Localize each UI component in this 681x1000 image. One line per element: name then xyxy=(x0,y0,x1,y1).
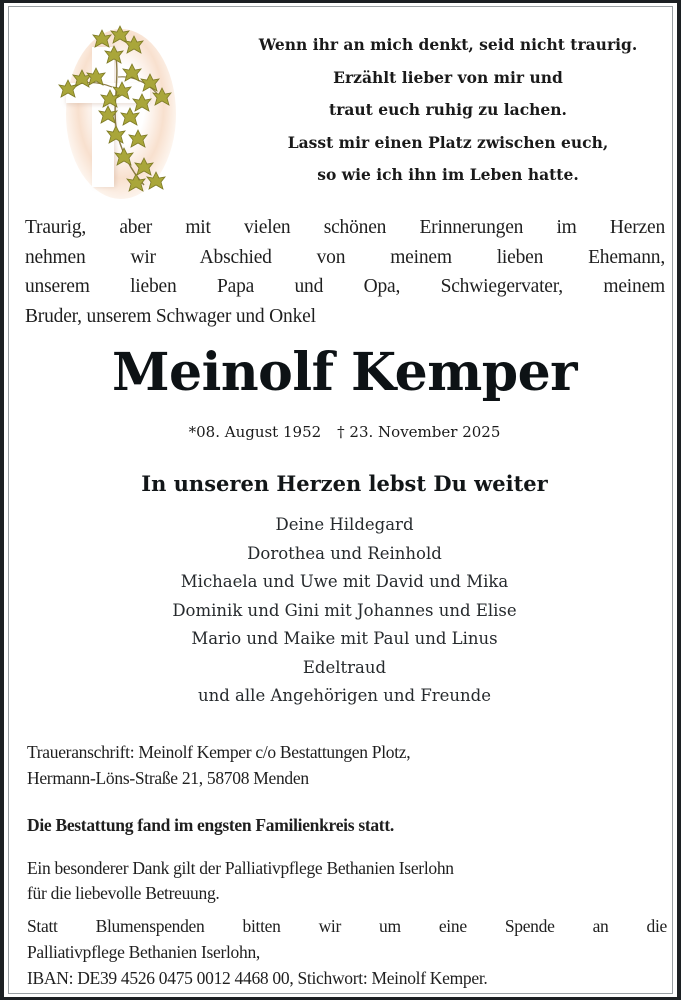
mourner-line: Mario und Maike mit Paul und Linus xyxy=(191,629,498,648)
poem-line: traut euch ruhig zu lachen. xyxy=(329,100,567,119)
ivy-icon xyxy=(52,17,192,199)
intro-line: Traurig, aber mit vielen schönen Erinnerungen im Herzen xyxy=(25,217,665,238)
life-dates xyxy=(4,421,681,443)
mourner-line: Deine Hildegard xyxy=(275,515,414,534)
mourner-line: Michaela und Uwe mit David und Mika xyxy=(180,572,509,591)
intro-paragraph xyxy=(25,213,665,331)
intro-line: nehmen wir Abschied von meinem lieben Ehemann, xyxy=(25,246,665,268)
thanks-line: für die liebevolle Betreuung. xyxy=(27,883,220,903)
mourner-line: und alle Angehörigen und Freunde xyxy=(198,686,491,705)
burial-note: Die Bestattung fand im engsten Familienkreis statt. xyxy=(27,815,394,835)
cross-with-ivy-icon xyxy=(52,17,192,199)
poem-line: so wie ich ihn im Leben hatte. xyxy=(317,165,579,184)
poem-line: Erzählt lieber von mir und xyxy=(333,67,563,87)
address-line: Traueranschrift: Meinolf Kemper c/o Bestattungen Plotz, xyxy=(27,742,411,762)
deceased-name: Meinolf Kemper xyxy=(111,342,578,403)
mourner-line: Edeltraud xyxy=(302,657,387,677)
birth-date: *08. August 1952 xyxy=(188,423,322,441)
motto-heading: In unseren Herzen lebst Du weiter xyxy=(141,471,548,496)
address-line: Hermann-Löns-Straße 21, 58708 Menden xyxy=(27,768,309,788)
donation-note xyxy=(27,913,667,991)
poem-line: Lasst mir einen Platz zwischen euch, xyxy=(287,132,609,152)
donation-line: Palliativpflege Bethanien Iserlohn, xyxy=(27,942,260,962)
mourner-line: Dominik und Gini mit Johannes und Elise xyxy=(172,600,517,620)
mourner-line: Dorothea und Reinhold xyxy=(247,543,442,563)
poem-line: Wenn ihr an mich denkt, seid nicht traurig. xyxy=(258,35,638,54)
thanks-note xyxy=(27,856,667,906)
donation-iban-line: IBAN: DE39 4526 0475 0012 4468 00, Stichwort: Meinolf Kemper. xyxy=(27,968,488,988)
intro-line: unserem lieben Papa und Opa, Schwiegervater, meinem xyxy=(25,276,665,297)
mourners-list xyxy=(4,511,681,711)
intro-line: Bruder, unserem Schwager und Onkel xyxy=(25,305,316,327)
death-date: † 23. November 2025 xyxy=(337,423,501,441)
poem xyxy=(228,29,668,192)
donation-line: Statt Blumenspenden bitten wir um eine Spende an die xyxy=(27,916,667,936)
thanks-line: Ein besonderer Dank gilt der Palliativpflege Bethanien Iserlohn xyxy=(27,858,454,878)
mourning-address xyxy=(27,739,667,791)
